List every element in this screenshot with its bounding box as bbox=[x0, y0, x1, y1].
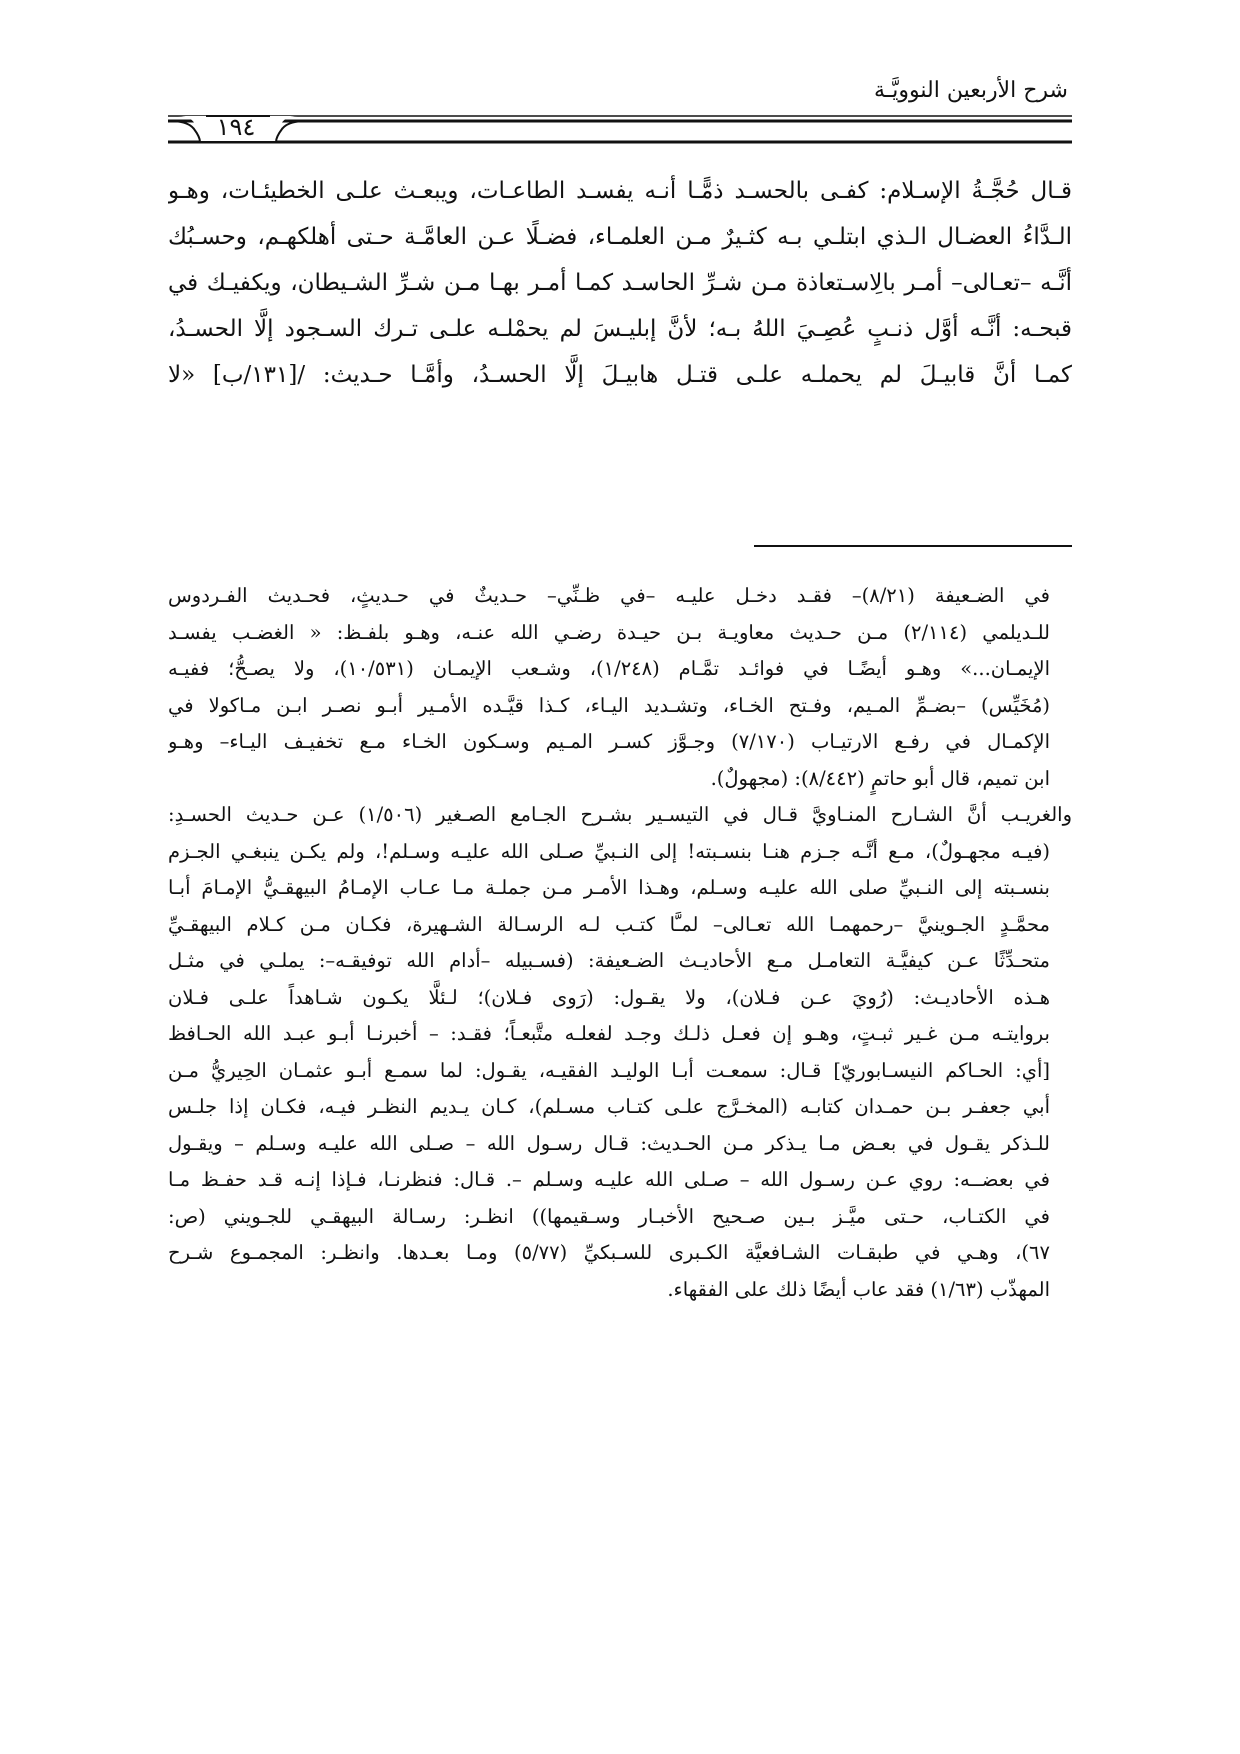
footnote-paragraph bbox=[168, 797, 1072, 1308]
body-line: أنَّـه –تعـالى– أمـر بالِاسـتعاذة مـن شـرِّ الحاسـد كمـا أمـر بهـا مـن شـرِّ الشـيطان، ويكفيـك في bbox=[168, 270, 1072, 296]
running-title: شرح الأربعين النوويَّـة bbox=[874, 78, 1068, 103]
header-rule-with-page-tab bbox=[0, 0, 1240, 160]
body-line: قبحـه: أنَّـه أوَّل ذنـبٍ عُصِـيَ اللهُ بـه؛ لأنَّ إبليـسَ لم يحمْلـه علـى تـرك السـجود إلَّا الحسـدُ، bbox=[168, 316, 1072, 342]
body-line: قـال حُجَّـةُ الإسـلام: كفـى بالحسـد ذمًّـا أنـه يفسـد الطاعـات، ويبعـث علـى الخطيئـات، وهـو bbox=[168, 178, 1072, 204]
footnote-line: بنسـبته إلى النـبيِّ صلى الله عليـه وسـلم، وهـذا الأمـر مـن جملـة مـا عـاب الإمـامُ البيهقـيُّ الإمـامَ أبـا bbox=[168, 876, 1050, 899]
footnote-line: (فيـه مجهـولٌ)، مـع أنَّـه جـزم هنـا بنسـبته! إلى النـبيِّ صـلى الله عليـه وسـلم!، ولم يكـن ينبغـي الجـزم bbox=[168, 839, 1050, 863]
footnote-line: [أي: الحـاكم النيسـابوريّ] قـال: سمعـت أبـا الوليـد الفقيـه، يقـول: لما سمـع أبـو عثمـان الحِيريُّ مـن bbox=[168, 1058, 1050, 1082]
main-body-text bbox=[168, 168, 1072, 398]
footnote-line: متحـدِّثًا عـن كيفيَّـة التعامـل مـع الأحاديـث الضـعيفة: (فسـبيله –أدام الله توفيقـه–: يملـي في مثـل bbox=[168, 949, 1050, 972]
footnote-continuation bbox=[168, 578, 1072, 797]
footnote-line: للـديلمي (٢/١١٤) مـن حـديث معاويـة بـن حيـدة رضـي الله عنـه، وهـو بلفـظ: « الغضـب يفسـد bbox=[168, 620, 1050, 644]
footnote-line: في الضـعيفة (٨/٢١)– فقـد دخـل عليـه –في ظـنِّي– حـديثٌ في حـديثٍ، فحـديث الفـردوس bbox=[168, 584, 1050, 607]
footnote-separator bbox=[754, 545, 1072, 547]
page-number: ١٩٤ bbox=[216, 113, 256, 141]
footnote-line: هـذه الأحاديـث: (رُويَ عـن فـلان)، ولا يقـول: (رَوى فـلان)؛ لـئلَّا يكـون شـاهداً علـى فـلان bbox=[168, 985, 1050, 1009]
body-line: الـدَّاءُ العضـال الـذي ابتلـي بـه كثـيرٌ مـن العلمـاء، فضـلًا عـن العامَّـة حـتى أهلكهـم، وحسـبُك bbox=[168, 224, 1072, 250]
body-line: كمـا أنَّ قابيـلَ لم يحملـه علـى قتـل هابيـلَ إلَّا الحسـدُ، وأمَّـا حـديث: /[١٣١/ب] «لا bbox=[168, 362, 1072, 388]
footnote-line: المهذّب (١/٦٣) فقد عاب أيضًا ذلك على الفقهاء. bbox=[667, 1277, 1050, 1301]
footnote-line: محمَّـدٍ الجـوينيَّ –رحمهمـا الله تعـالى– لمـَّا كتـب لـه الرسـالة الشـهيرة، فكـان مـن كـلام البيهقـيِّ bbox=[168, 912, 1050, 936]
footnote-line: الإكمـال في رفـع الارتيـاب (٧/١٧٠) وجـوَّز كسـر المـيم وسـكون الخـاء مـع تخفيـف اليـاء– وهـو bbox=[168, 730, 1050, 753]
footnote-line: بروايتـه مـن غـير ثبـتٍ، وهـو إن فعـل ذلـك وجـد لفعلـه متَّبعـاً؛ فقـد: – أخبرنـا أبـو عبـد الله الحـافظ bbox=[168, 1022, 1050, 1045]
footnotes bbox=[168, 578, 1072, 1308]
footnote-line: (مُخَيِّس) –بضـمِّ المـيم، وفـتح الخـاء، وتشـديد اليـاء، كـذا قيَّـده الأمـير أبـو نصـر ابـن مـاكولا في bbox=[168, 693, 1050, 717]
footnote-line: ٦٧)، وهـي في طبقـات الشـافعيَّة الكـبرى للسـبكيِّ (٥/٧٧) ومـا بعـدها. وانظـر: المجمـوع شـرح bbox=[168, 1241, 1050, 1264]
footnote-line: للـذكر يقـول في بعـض مـا يـذكر مـن الحـديث: قـال رسـول الله – صـلى الله عليـه وسـلم – ويقـول bbox=[168, 1131, 1050, 1155]
footnote-line: والغريـب أنَّ الشـارح المنـاويَّ قـال في التيسـير بشـرح الجـامع الصـغير (١/٥٠٦) عـن حـديث الحسـدِ: bbox=[168, 803, 1072, 826]
footnote-line: ابن تميم، قال أبو حاتمٍ (٨/٤٤٢): (مجهولٌ). bbox=[710, 766, 1050, 790]
footnote-line: في الكتـاب، حـتى ميَّـز بـين صـحيح الأخبـار وسـقيمها)) انظـر: رسـالة البيهقـي للجـويني (ص: bbox=[168, 1204, 1050, 1228]
footnote-line: أبي جعفـر بـن حمـدان كتابـه (المخـرَّج علـى كتـاب مسـلم)، كـان يـديم النظـر فيـه، فكـان إذا جلـس bbox=[168, 1095, 1050, 1118]
footnote-line: الإيمـان...» وهـو أيضًـا في فوائـد تمَّـام (١/٢٤٨)، وشـعب الإيمـان (١٠/٥٣١)، ولا يصـحُّ؛ ففيـه bbox=[168, 657, 1050, 680]
footnote-line: في بعضــه: روي عـن رسـول الله – صـلى الله عليـه وسـلم –. قـال: فنظرنـا، فـإذا إنـه قـد حفـظ مـا bbox=[168, 1168, 1050, 1191]
